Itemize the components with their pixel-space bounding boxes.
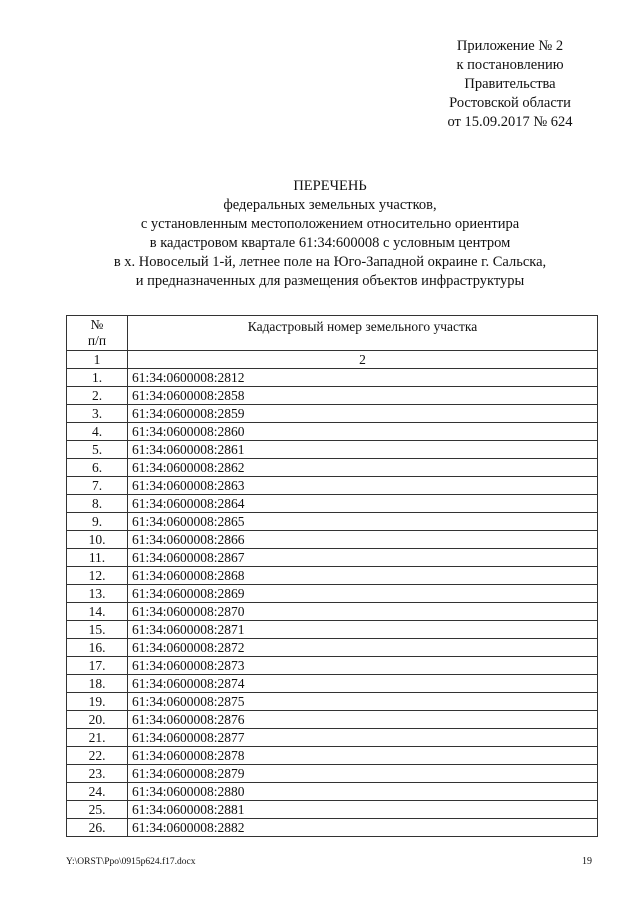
table-row: [67, 423, 598, 441]
table-row: [67, 639, 598, 657]
row-number: 22.: [67, 747, 128, 765]
row-number: 3.: [67, 405, 128, 423]
table-row: [67, 693, 598, 711]
table-row: [67, 369, 598, 387]
cadastral-number: 61:34:0600008:2867: [128, 549, 598, 567]
cadastral-number: 61:34:0600008:2860: [128, 423, 598, 441]
row-number: 15.: [67, 621, 128, 639]
table-row: [67, 495, 598, 513]
row-number: 20.: [67, 711, 128, 729]
cadastral-number: 61:34:0600008:2872: [128, 639, 598, 657]
cadastral-number: 61:34:0600008:2876: [128, 711, 598, 729]
row-number: 19.: [67, 693, 128, 711]
column-number-2: 2: [128, 351, 598, 369]
table-row: [67, 819, 598, 837]
cadastral-number: 61:34:0600008:2865: [128, 513, 598, 531]
table-row: [67, 567, 598, 585]
row-number: 14.: [67, 603, 128, 621]
document-title: [60, 177, 600, 291]
column-number-1: 1: [67, 351, 128, 369]
table-row: [67, 783, 598, 801]
row-number: 18.: [67, 675, 128, 693]
row-number: 16.: [67, 639, 128, 657]
row-number: 13.: [67, 585, 128, 603]
row-number: 23.: [67, 765, 128, 783]
cadastral-number: 61:34:0600008:2866: [128, 531, 598, 549]
column-number-row: [67, 351, 598, 369]
table-row: [67, 387, 598, 405]
appendix-line: Правительства: [464, 76, 556, 92]
row-number: 17.: [67, 657, 128, 675]
appendix-line: Ростовской области: [449, 95, 571, 111]
table-header-row: [67, 316, 598, 351]
cadastral-number: 61:34:0600008:2880: [128, 783, 598, 801]
cadastral-number: 61:34:0600008:2869: [128, 585, 598, 603]
land-plots-table: [66, 315, 598, 837]
cadastral-number: 61:34:0600008:2873: [128, 657, 598, 675]
cadastral-number: 61:34:0600008:2879: [128, 765, 598, 783]
row-number: 2.: [67, 387, 128, 405]
cadastral-number: 61:34:0600008:2877: [128, 729, 598, 747]
title-heading: ПЕРЕЧЕНЬ: [293, 178, 367, 194]
cadastral-number: 61:34:0600008:2864: [128, 495, 598, 513]
cadastral-number: 61:34:0600008:2874: [128, 675, 598, 693]
table-row: [67, 729, 598, 747]
cadastral-number: 61:34:0600008:2859: [128, 405, 598, 423]
title-line: федеральных земельных участков,: [223, 197, 437, 213]
table-row: [67, 621, 598, 639]
cadastral-number: 61:34:0600008:2858: [128, 387, 598, 405]
row-number: 26.: [67, 819, 128, 837]
table-row: [67, 711, 598, 729]
appendix-line: от 15.09.2017 № 624: [447, 114, 573, 130]
table-row: [67, 747, 598, 765]
row-number: 7.: [67, 477, 128, 495]
title-line: с установленным местоположением относительно ориентира: [140, 216, 520, 232]
row-number: 12.: [67, 567, 128, 585]
header-number: № п/п: [67, 316, 128, 351]
table-row: [67, 549, 598, 567]
cadastral-number: 61:34:0600008:2875: [128, 693, 598, 711]
table-row: [67, 477, 598, 495]
header-cadastral-number: Кадастровый номер земельного участка: [128, 316, 598, 351]
table-row: [67, 801, 598, 819]
row-number: 25.: [67, 801, 128, 819]
table-row: [67, 585, 598, 603]
table-row: [67, 765, 598, 783]
table-row: [67, 657, 598, 675]
cadastral-number: 61:34:0600008:2871: [128, 621, 598, 639]
page-number: 19: [582, 856, 592, 867]
row-number: 1.: [67, 369, 128, 387]
cadastral-number: 61:34:0600008:2878: [128, 747, 598, 765]
title-line: в кадастровом квартале 61:34:600008 с условным центром: [149, 235, 511, 251]
cadastral-number: 61:34:0600008:2863: [128, 477, 598, 495]
table-row: [67, 405, 598, 423]
table-row: [67, 513, 598, 531]
title-line: и предназначенных для размещения объектов инфраструктуры: [135, 273, 525, 289]
row-number: 10.: [67, 531, 128, 549]
row-number: 5.: [67, 441, 128, 459]
table-row: [67, 441, 598, 459]
title-line: в х. Новоселый 1-й, летнее поле на Юго-Западной окраине г. Сальска,: [113, 254, 547, 270]
cadastral-number: 61:34:0600008:2870: [128, 603, 598, 621]
row-number: 8.: [67, 495, 128, 513]
row-number: 6.: [67, 459, 128, 477]
cadastral-number: 61:34:0600008:2868: [128, 567, 598, 585]
cadastral-number: 61:34:0600008:2882: [128, 819, 598, 837]
appendix-line: к постановлению: [456, 57, 564, 73]
cadastral-number: 61:34:0600008:2812: [128, 369, 598, 387]
cadastral-number: 61:34:0600008:2862: [128, 459, 598, 477]
table-row: [67, 531, 598, 549]
appendix-line: Приложение № 2: [456, 38, 564, 54]
footer-file-path: Y:\ORST\Ppo\0915p624.f17.docx: [66, 857, 196, 867]
appendix-block: [405, 37, 615, 132]
row-number: 4.: [67, 423, 128, 441]
row-number: 21.: [67, 729, 128, 747]
cadastral-number: 61:34:0600008:2861: [128, 441, 598, 459]
row-number: 11.: [67, 549, 128, 567]
row-number: 9.: [67, 513, 128, 531]
row-number: 24.: [67, 783, 128, 801]
table-row: [67, 459, 598, 477]
table-row: [67, 603, 598, 621]
cadastral-number: 61:34:0600008:2881: [128, 801, 598, 819]
table-row: [67, 675, 598, 693]
